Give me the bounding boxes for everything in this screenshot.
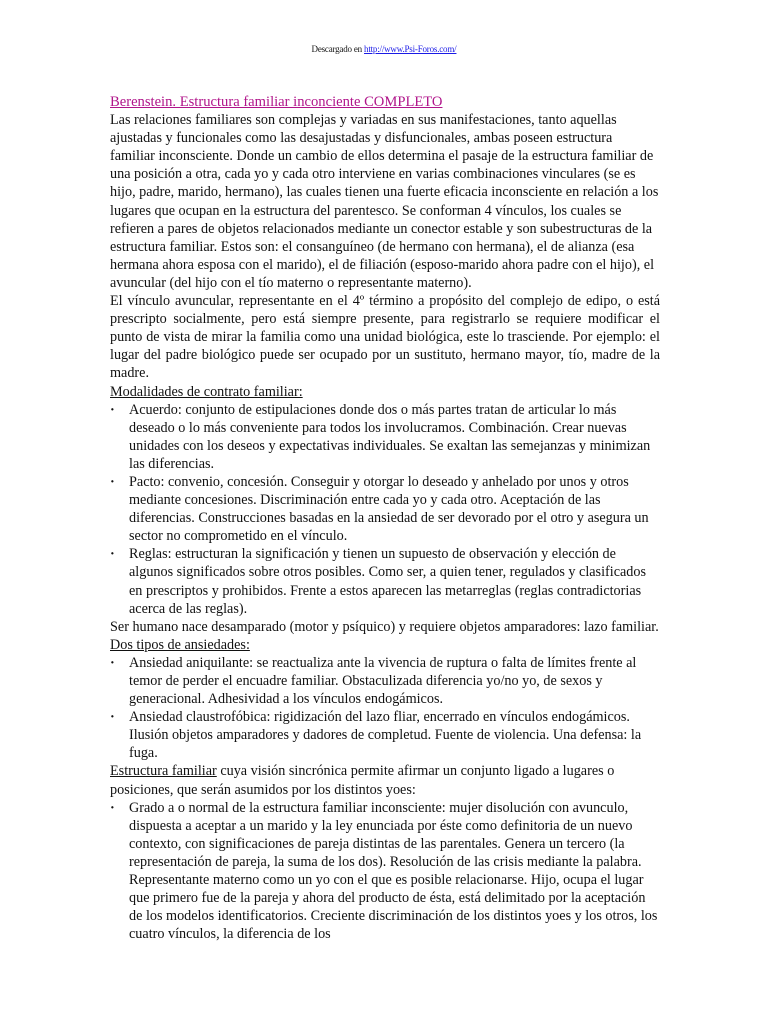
download-prefix: Descargado en <box>311 44 365 54</box>
anxieties-list <box>110 654 660 763</box>
heading-contract-modalities: Modalidades de contrato familiar: <box>110 383 303 400</box>
structure-list <box>110 799 660 944</box>
structure-text: cuya visión sincrónica permite afirmar un conjunto ligado a lugares o posiciones, que serán asumidos por los distintos yoes: <box>110 763 615 798</box>
list-item: · Reglas: estructuran la significación y tienen un supuesto de observación y elección de algunos significados sobre otros posibles. Como ser, a quien tener, regulados y clasificados en prescriptos y prohibidos. Frente a estos aparecen las metarreglas (reglas contradictorias acerca de las reglas). <box>110 545 660 617</box>
paragraph-intro: Las relaciones familiares son complejas y variadas en sus manifestaciones, tanto aquellas ajustadas y funcionales como las desajustadas y disfuncionales, ambas poseen estructura familiar inconsciente. Donde un cambio de ellos determina el pasaje de la estructura familiar de una posición a otra, cada yo y cada otro interviene en varias combinaciones vinculares (se es hijo, padre, marido, hermano), las cuales tienen una fuerte eficacia inconsciente en relación a los lugares que ocupan en la estructura del parentesco. Se conforman 4 vínculos, los cuales se refieren a pares de objetos relacionados mediante un conector estable y son subestructuras de la estructura familiar. Estos son: el consanguíneo (de hermano con hermana), el de alianza (esa hermana ahora esposa con el marido), el de filiación (esposo-marido ahora padre con el hijo), el avuncular (del hijo con el tío materno o representante materno). <box>110 112 659 291</box>
paragraph-structure <box>110 762 660 798</box>
download-header <box>0 44 768 54</box>
list-item: · Ansiedad aniquilante: se reactualiza ante la vivencia de ruptura o falta de límites frente al temor de perder el encuadre familiar. Obstaculizada diferencia yo/no yo, de sexos y generacional. Adhesividad a los vínculos endogámicos. <box>110 654 660 708</box>
paragraph-avuncular: El vínculo avuncular, representante en el 4º término a propósito del complejo de edipo, o está prescripto socialmente, pero está siempre presente, para registrarlo se requiere modificar el punto de vista de mirar la familia como una unidad biológica, este lo trasciende. Por ejemplo: el lugar del padre biológico puede ser ocupado por un sustituto, hermano mayor, tío, madre de la madre. <box>110 293 660 382</box>
list-item: · Acuerdo: conjunto de estipulaciones donde dos o más partes tratan de articular lo más deseado o lo más conveniente para todos los involucramos. Combinación. Crear nuevas unidades con los deseos y expectativas individuales. Se exaltan las semejanzas y minimizan las diferencias. <box>110 401 660 473</box>
list-item: · Pacto: convenio, concesión. Conseguir y otorgar lo deseado y anhelado por unos y otros mediante concesiones. Discriminación entre cada yo y cada otro. Aceptación de las diferencias. Construcciones basadas en la ansiedad de ser devorado por el otro y asegura un sector no comprometido en el vínculo. <box>110 473 660 545</box>
list-item: · Grado a o normal de la estructura familiar inconsciente: mujer disolución con avunculo, dispuesta a aceptar a un marido y la ley enunciada por éste como definitoria de un nuevo contexto, con significaciones de pareja distintas de las parentales. Genera un tercero (la representación de pareja, la suma de los dos). Resolución de las crisis mediante la palabra. Representante materno como un yo con el que es posible relacionarse. Hijo, ocupa el lugar que primero fue de la pareja y ahora del producto de ésta, está delimitado por la aceptación de los modelos identificatorios. Creciente discriminación de los distintos yoes y los otros, los cuatro vínculos, la diferencia de los <box>110 799 660 944</box>
structure-term: Estructura familiar <box>110 763 217 780</box>
heading-anxieties: Dos tipos de ansiedades: <box>110 636 250 653</box>
download-link[interactable]: http://www.Psi-Foros.com/ <box>364 44 457 54</box>
contract-list <box>110 401 660 618</box>
list-item: · Ansiedad claustrofóbica: rigidización del lazo fliar, encerrado en vínculos endogámicos. Ilusión objetos amparadores y dadores de completud. Fuente de violencia. Una defensa: la fuga. <box>110 708 660 762</box>
document-body <box>110 93 660 943</box>
document-title: Berenstein. Estructura familiar inconciente COMPLETO <box>110 94 443 110</box>
paragraph-human: Ser humano nace desamparado (motor y psíquico) y requiere objetos amparadores: lazo familiar. <box>110 618 659 635</box>
